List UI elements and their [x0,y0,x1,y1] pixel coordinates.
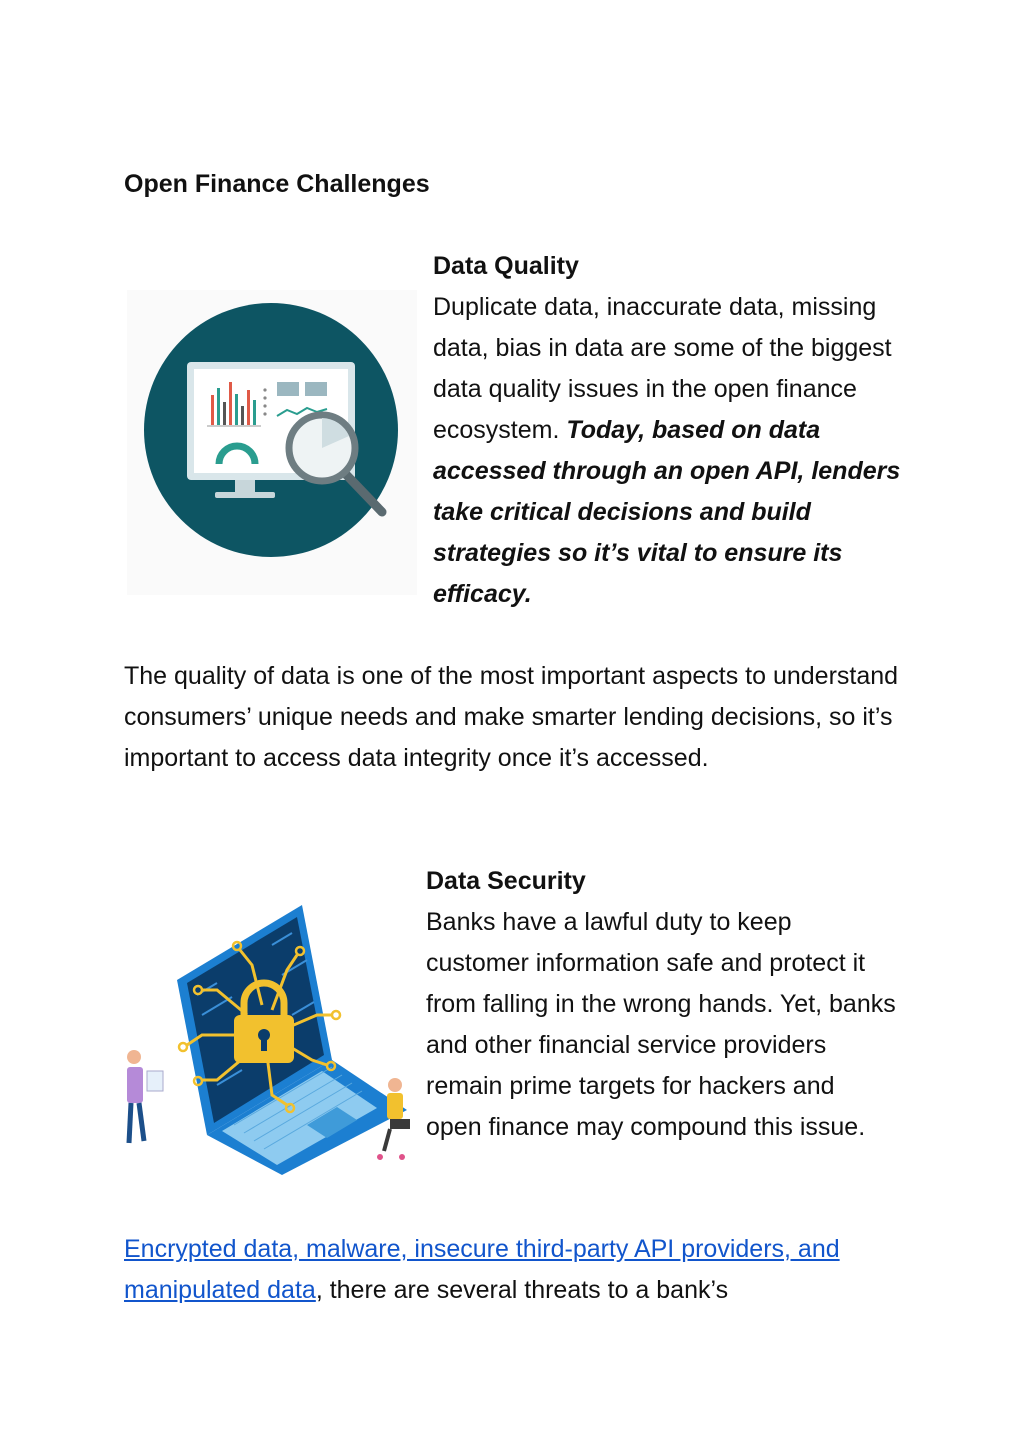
threats-paragraph [124,1229,904,1311]
section-heading-data-security: Data Security [426,867,586,895]
threats-paragraph-rest: , there are several threats to a bank’s [315,1276,729,1304]
page-title: Open Finance Challenges [124,170,430,198]
data-quality-paragraph: The quality of data is one of the most important aspects to understand consumers’ unique needs and make smarter lending decisions, so it’s important to access data integrity once it’s accessed. [124,662,899,772]
analytics-monitor-illustration [127,290,417,595]
data-security-section [426,861,896,1148]
data-quality-section [433,246,903,615]
data-quality-body: Duplicate data, inaccurate data, missing data, bias in data are some of the biggest data quality issues in the open finance ecosystem. [433,293,892,444]
section-heading-data-quality: Data Quality [433,252,579,280]
data-security-text: Banks have a lawful duty to keep customer information safe and protect it from falling in the wrong hands. Yet, banks and other financial service providers remain prime targets for hackers and open finance may compound this issue. [426,908,896,1141]
data-quality-emphasis: Today, based on data accessed through an open API, lenders take critical decisions and build strategies so it’s vital to ensure its efficacy. [433,416,901,608]
threats-link[interactable]: Encrypted data, malware, insecure third-party API providers, and manipulated data [124,1235,840,1304]
laptop-padlock-security-illustration [122,895,422,1175]
data-quality-text [433,287,903,615]
